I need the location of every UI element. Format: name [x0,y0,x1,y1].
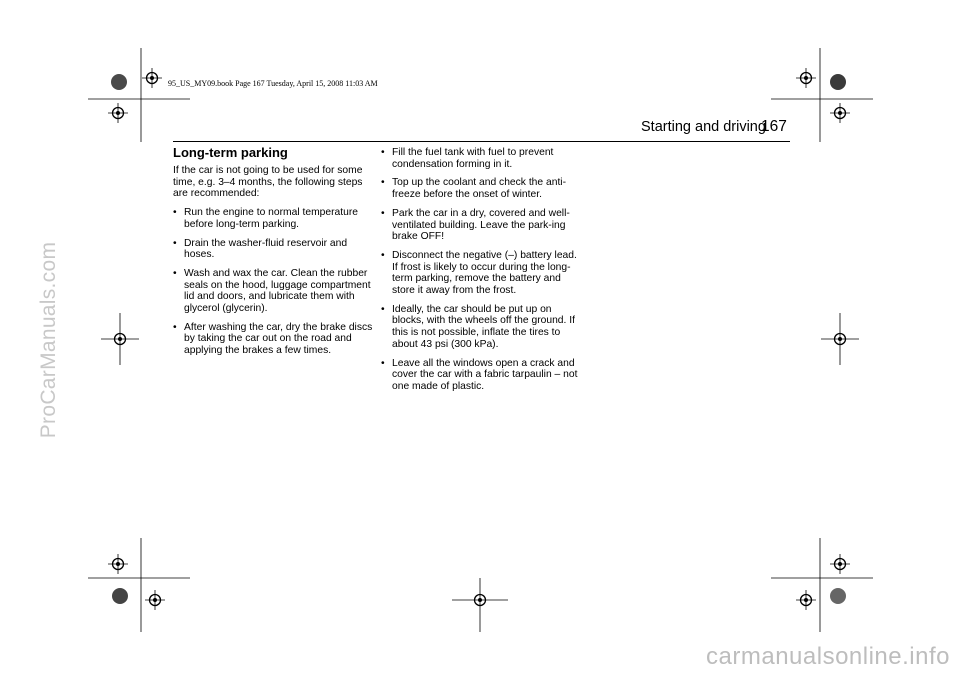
bullet: • [381,303,385,315]
print-job-info: 95_US_MY09.book Page 167 Tuesday, April 15, 2008 11:03 AM [168,79,378,88]
bullet: • [381,357,385,369]
bullet: • [173,207,177,219]
page-number: 167 [761,118,787,135]
bullet: • [381,207,385,219]
bullet: • [173,237,177,249]
list-item: • Top up the coolant and check the anti-freeze before the onset of winter. [381,177,567,201]
page-heading: Long-term parking [173,145,288,160]
list-item: • Park the car in a dry, covered and well-ventilated building. Leave the park-ing brake OFF! [381,207,570,243]
list-item: • Wash and wax the car. Clean the rubber seals on the hood, luggage compartment lid and doors, and lubricate them with glycerol (glycerin). [173,267,371,315]
side-watermark: ProCarManuals.com [37,241,60,439]
right-column [381,147,585,400]
bullet: • [381,177,385,189]
list-item: • Fill the fuel tank with fuel to prevent condensation forming in it. [381,147,554,170]
left-column [173,165,375,364]
bullet: • [381,147,385,158]
list-item: • Drain the washer-fluid reservoir and hoses. [173,237,348,261]
bullet: • [173,321,177,333]
header-rule [173,141,790,142]
bullet-list-right [381,147,585,393]
bullet: • [381,249,385,261]
list-item: • Disconnect the negative (–) battery lead. If frost is likely to occur during the long-term parking, remove the battery and store it away from the frost. [381,249,577,297]
list-item: • Leave all the windows open a crack and cover the car with a fabric tarpaulin – not one made of plastic. [381,357,578,392]
intro-paragraph: If the car is not going to be used for some time, e.g. 3–4 months, the following steps are recommended: [173,165,363,200]
footer-watermark: carmanualsonline.info [706,643,950,670]
list-item: • Run the engine to normal temperature before long-term parking. [173,207,359,230]
list-item: • Ideally, the car should be put up on blocks, with the wheels off the ground. If this is not possible, inflate the tires to about 43 psi (300 kPa). [381,303,575,350]
section-title: Starting and driving [641,119,766,135]
list-item: • After washing the car, dry the brake discs by taking the car out on the road and applying the brakes a few times. [173,321,373,357]
bullet: • [173,267,177,279]
bullet-list-left [173,207,375,357]
